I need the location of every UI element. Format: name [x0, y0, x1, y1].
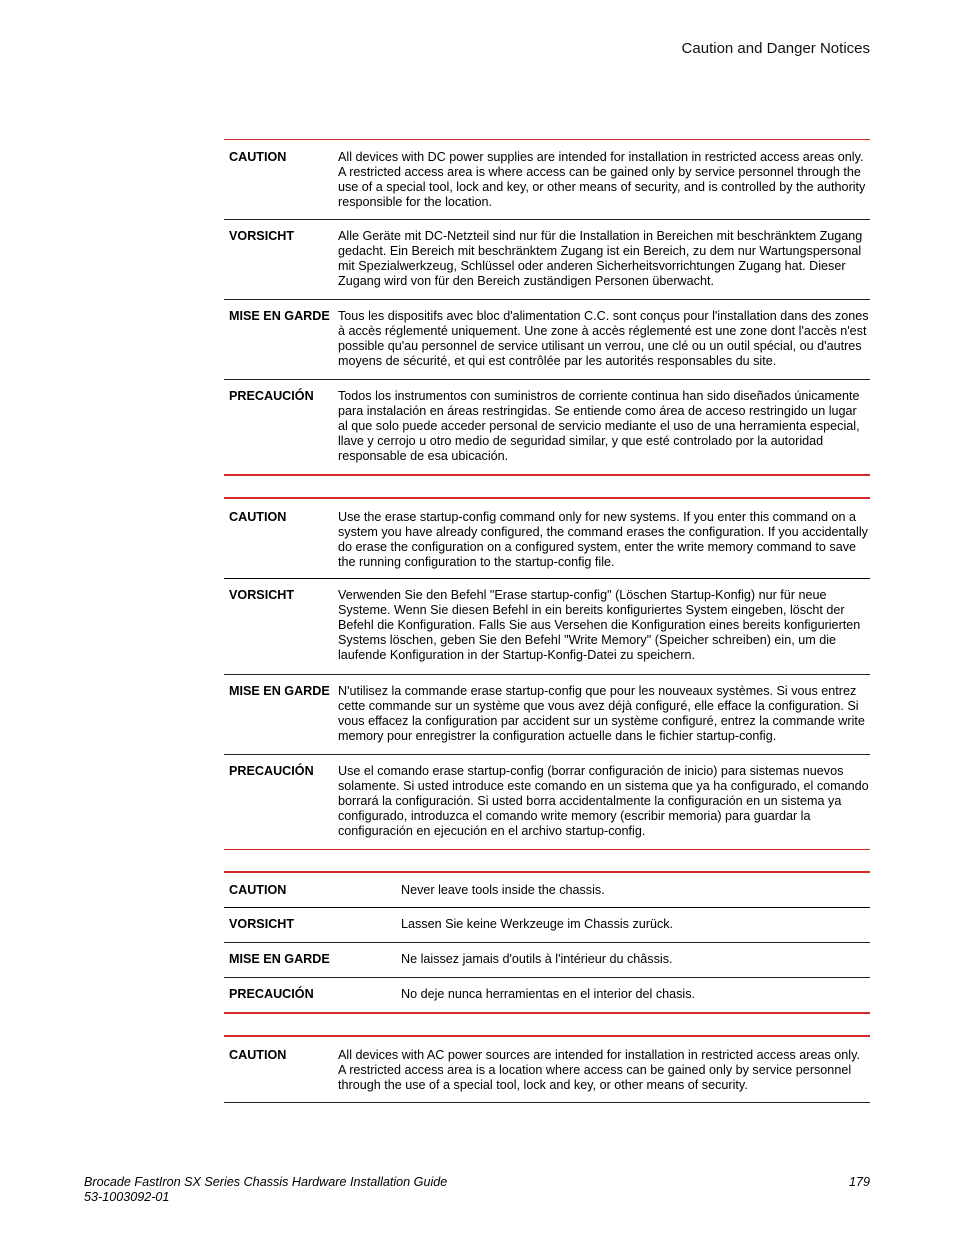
- notice-row-precaucion: [224, 978, 870, 1014]
- notice-row-caution: [224, 1035, 870, 1103]
- notice-block-dc-power: [224, 139, 870, 476]
- notice-text: Tous les dispositifs avec bloc d'alimentation C.C. sont conçus pour l'installation dans des zones à accès réglementé uniquement. Une zone à accès réglementé est une zone dont l'accès n'est possible qu'au personnel de service utilisant un verrou, une clé ou un outil spécial, ou d'autres moyens de sécurité, et qui est contrôlée par les autorités responsables du site.: [338, 309, 869, 368]
- notice-label: CAUTION: [229, 883, 287, 897]
- notice-block-ac-power: [224, 1035, 870, 1103]
- notice-label: CAUTION: [229, 150, 287, 164]
- notice-label: PRECAUCIÓN: [229, 389, 314, 403]
- notice-label: VORSICHT: [229, 229, 295, 243]
- notice-label: CAUTION: [229, 510, 287, 524]
- notice-text: Todos los instrumentos con suministros de corriente continua han sido diseñados únicamente para instalación en áreas restringidas. Se entiende como área de acceso restringido un lugar al que solo puede acceder personal de servicio mediante el uso de una herramienta especial, llave y cerrojo u otro medio de seguridad similar, y que esté controlado por la autoridad responsable de esa ubicación.: [338, 389, 860, 463]
- notice-text: Alle Geräte mit DC-Netzteil sind nur für die Installation in Bereichen mit beschränktem Zugang gedacht. Ein Bereich mit beschränktem Zugang ist ein Bereich, zu dem nur Wartungspersonal mit Spezialwerkzeug, Schlüssel oder anderen Sicherheitsvorrichtungen Zugang hat. Dieser Zugang wird von für den Bereich zuständigen Personen überwacht.: [338, 229, 863, 288]
- notice-text: Ne laissez jamais d'outils à l'intérieur du châssis.: [401, 952, 673, 966]
- notice-row-mise-en-garde: [224, 300, 870, 380]
- notice-label: PRECAUCIÓN: [229, 764, 314, 778]
- notice-row-vorsicht: [224, 220, 870, 300]
- notice-row-precaucion: [224, 755, 870, 850]
- footer-document-info: [84, 1175, 447, 1205]
- notice-text: All devices with AC power sources are intended for installation in restricted access areas only. A restricted access area is a location where access can be gained only by service personnel through the use of a special tool, lock and key, or other means of security.: [338, 1048, 860, 1092]
- notice-text: Verwenden Sie den Befehl "Erase startup-config" (Löschen Startup-Konfig) nur für neue Systeme. Wenn Sie diesen Befehl in ein bereits konfiguriertes System eingeben, löscht der Befehl die Konfiguration. Falls Sie aus Versehen die Konfiguration eines bereits konfigurierten Systems löschen, geben Sie den Befehl "Write Memory" (Speicher schreiben) ein, um die laufende Konfiguration in der Startup-Konfig-Datei zu speichern.: [338, 588, 861, 662]
- notice-row-vorsicht: [224, 908, 870, 943]
- notice-text: Use el comando erase startup-config (borrar configuración de inicio) para sistemas nuevos solamente. Si usted introduce este comando en un sistema que ya ha configurado, el comando borrará la configuración. Si usted borra accidentalmente la configuración en un sistema ya configurado, introduzca el comando write memory (escribir memoria) para guardar la configuración en ejecución en el archivo startup-config.: [338, 764, 869, 838]
- notice-text: All devices with DC power supplies are intended for installation in restricted access areas only. A restricted access area is where access can be gained only by service personnel through the use of a special tool, lock and key, or other means of security, and is controlled by the authority responsible for the location.: [338, 150, 866, 209]
- footer-doc-number: 53-1003092-01: [84, 1190, 170, 1204]
- notice-row-mise-en-garde: [224, 675, 870, 755]
- notice-label: VORSICHT: [229, 917, 295, 931]
- notice-label: MISE EN GARDE: [229, 309, 330, 323]
- notice-row-vorsicht: [224, 579, 870, 675]
- notice-label: PRECAUCIÓN: [229, 987, 314, 1001]
- notice-text: Never leave tools inside the chassis.: [401, 883, 605, 897]
- notice-label: CAUTION: [229, 1048, 287, 1062]
- notice-text: No deje nunca herramientas en el interior del chasis.: [401, 987, 696, 1001]
- footer-guide-title: Brocade FastIron SX Series Chassis Hardware Installation Guide: [84, 1175, 448, 1189]
- notice-block-tools: [224, 871, 870, 1014]
- notice-label: VORSICHT: [229, 588, 295, 602]
- notice-label: MISE EN GARDE: [229, 684, 330, 698]
- footer-page-number: 179: [848, 1175, 870, 1189]
- notice-block-erase-startup-config: [224, 497, 870, 850]
- notice-text: Lassen Sie keine Werkzeuge im Chassis zurück.: [401, 917, 674, 931]
- notice-row-caution: [224, 497, 870, 579]
- notice-row-caution: [224, 871, 870, 908]
- notice-row-mise-en-garde: [224, 943, 870, 978]
- notice-text: N'utilisez la commande erase startup-config que pour les nouveaux systèmes. Si vous entrez cette commande sur un système que vous avez déjà configuré, elle efface la configuration. Si vous effacez la configuration par accident sur un système configuré, entrez la commande write memory pour enregistrer la configuration actuelle dans le fichier startup-config.: [338, 684, 865, 743]
- header-title: Caution and Danger Notices: [681, 40, 870, 57]
- notice-row-precaucion: [224, 380, 870, 476]
- notice-label: MISE EN GARDE: [229, 952, 330, 966]
- notice-row-caution: [224, 139, 870, 220]
- notice-text: Use the erase startup-config command only for new systems. If you enter this command on a system you have already configured, the command erases the configuration. If you accidentally do erase the configuration on a configured system, enter the write memory command to save the running configuration to the startup-config file.: [338, 510, 868, 569]
